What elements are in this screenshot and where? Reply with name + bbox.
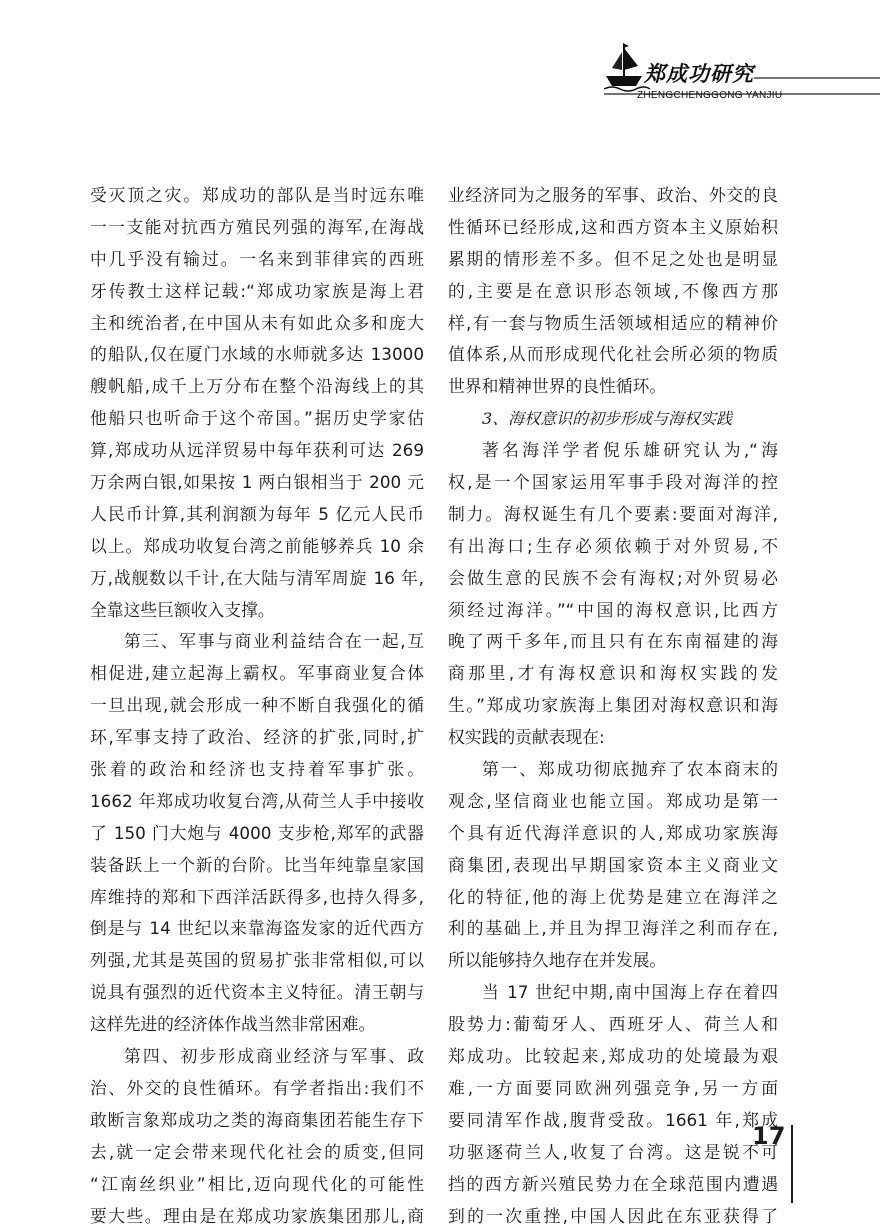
text-line: 艘帆船,成千上万分布在整个沿海线上的其 — [90, 371, 424, 403]
text-line: 主和统治者,在中国从未有如此众多和庞大 — [90, 308, 424, 340]
journal-subtitle: ZHENGCHENGGONG YANJIU — [637, 90, 782, 101]
text-line: 制力。海权诞生有几个要素:要面对海洋, — [448, 499, 778, 531]
text-line: 功驱逐荷兰人,收复了台湾。这是锐不可 — [448, 1137, 778, 1169]
text-line: 敢断言象郑成功之类的海商集团若能生存下 — [90, 1105, 424, 1137]
text-line: 商那里,才有海权意识和海权实践的发 — [448, 658, 778, 690]
text-line: 性循环已经形成,这和西方资本主义原始积 — [448, 212, 778, 244]
text-line: 治、外交的良性循环。有学者指出:我们不 — [90, 1073, 424, 1105]
text-line: 样,有一套与物质生活领域相适应的精神价 — [448, 308, 778, 340]
text-line: 须经过海洋。”“中国的海权意识,比西方 — [448, 595, 778, 627]
text-line: 倒是与 14 世纪以来靠海盗发家的近代西方 — [90, 913, 424, 945]
text-line: 人民币计算,其利润额为每年 5 亿元人民币 — [90, 499, 424, 531]
text-line: 第三、军事与商业利益结合在一起,互 — [90, 626, 424, 658]
text-line: 万,战舰数以千计,在大陆与清军周旋 16 年, — [90, 563, 424, 595]
text-line: 说具有强烈的近代资本主义特征。清王朝与 — [90, 977, 424, 1009]
text-line: 著名海洋学者倪乐雄研究认为,“海 — [448, 435, 778, 467]
text-line: 一旦出现,就会形成一种不断自我强化的循 — [90, 690, 424, 722]
text-line: 商集团,表现出早期国家资本主义商业文 — [448, 850, 778, 882]
text-line: 张着的政治和经济也支持着军事扩张。 — [90, 754, 424, 786]
text-line: 中几乎没有输过。一名来到菲律宾的西班 — [90, 244, 424, 276]
text-column-left — [90, 180, 424, 1232]
text-line: 这样先进的经济体作战当然非常困难。 — [90, 1009, 424, 1041]
text-line: 难,一方面要同欧洲列强竞争,另一方面 — [448, 1073, 778, 1105]
text-line: 万余两白银,如果按 1 两白银相当于 200 元 — [90, 467, 424, 499]
text-column-right — [448, 180, 778, 1232]
page-number-rule — [791, 1125, 793, 1203]
text-line: 去,就一定会带来现代化社会的质变,但同 — [90, 1137, 424, 1169]
text-line: 权,是一个国家运用军事手段对海洋的控 — [448, 467, 778, 499]
text-line: 权实践的贡献表现在: — [448, 722, 778, 754]
text-line: 他船只也听命于这个帝国。”据历史学家估 — [90, 403, 424, 435]
text-line: 3、海权意识的初步形成与海权实践 — [448, 403, 778, 435]
text-line: 郑成功。比较起来,郑成功的处境最为艰 — [448, 1041, 778, 1073]
text-line: 挡的西方新兴殖民势力在全球范围内遭遇 — [448, 1169, 778, 1201]
text-line: 值体系,从而形成现代化社会所必须的物质 — [448, 339, 778, 371]
text-line: 第一、郑成功彻底抛弃了农本商末的 — [448, 754, 778, 786]
text-line: 受灭顶之灾。郑成功的部队是当时远东唯 — [90, 180, 424, 212]
text-line: 有出海口;生存必须依赖于对外贸易,不 — [448, 531, 778, 563]
text-line: 算,郑成功从远洋贸易中每年获利可达 269 — [90, 435, 424, 467]
text-line: 观念,坚信商业也能立国。郑成功是第一 — [448, 786, 778, 818]
text-line: 环,军事支持了政治、经济的扩张,同时,扩 — [90, 722, 424, 754]
text-line: 要同清军作战,腹背受敌。1661 年,郑成 — [448, 1105, 778, 1137]
text-line: 第四、初步形成商业经济与军事、政 — [90, 1041, 424, 1073]
text-line: 牙传教士这样记载:“郑成功家族是海上君 — [90, 276, 424, 308]
text-line: 累期的情形差不多。但不足之处也是明显 — [448, 244, 778, 276]
text-line: 股势力:葡萄牙人、西班牙人、荷兰人和 — [448, 1009, 778, 1041]
running-header — [604, 40, 880, 110]
journal-title: 郑成功研究 — [644, 58, 754, 88]
text-line: 列强,尤其是英国的贸易扩张非常相似,可以 — [90, 945, 424, 977]
text-line: 要大些。理由是在郑成功家族集团那儿,商 — [90, 1201, 424, 1232]
text-line: 个具有近代海洋意识的人,郑成功家族海 — [448, 818, 778, 850]
text-line: 以上。郑成功收复台湾之前能够养兵 10 余 — [90, 531, 424, 563]
text-line: 装备跃上一个新的台阶。比当年纯靠皇家国 — [90, 850, 424, 882]
text-line: 会做生意的民族不会有海权;对外贸易必 — [448, 563, 778, 595]
text-line: 全靠这些巨额收入支撑。 — [90, 595, 424, 627]
text-line: 生。”郑成功家族海上集团对海权意识和海 — [448, 690, 778, 722]
text-line: 相促进,建立起海上霸权。军事商业复合体 — [90, 658, 424, 690]
text-line: 库维持的郑和下西洋活跃得多,也持久得多, — [90, 882, 424, 914]
text-line: 当 17 世纪中期,南中国海上存在着四 — [448, 977, 778, 1009]
text-line: 了 150 门大炮与 4000 支步枪,郑军的武器 — [90, 818, 424, 850]
text-line: 利的基础上,并且为捍卫海洋之利而存在, — [448, 913, 778, 945]
text-line: 所以能够持久地存在并发展。 — [448, 945, 778, 977]
text-line: 的,主要是在意识形态领域,不像西方那 — [448, 276, 778, 308]
text-line: 1662 年郑成功收复台湾,从荷兰人手中接收 — [90, 786, 424, 818]
page-number: 17 — [752, 1122, 785, 1150]
text-line: “江南丝织业”相比,迈向现代化的可能性 — [90, 1169, 424, 1201]
text-line: 世界和精神世界的良性循环。 — [448, 371, 778, 403]
text-line: 到的一次重挫,中国人因此在东亚获得了 — [448, 1201, 778, 1232]
text-line: 的船队,仅在厦门水域的水师就多达 13000 — [90, 339, 424, 371]
text-line: 化的特征,他的海上优势是建立在海洋之 — [448, 882, 778, 914]
text-line: 晚了两千多年,而且只有在东南福建的海 — [448, 626, 778, 658]
text-line: 业经济同为之服务的军事、政治、外交的良 — [448, 180, 778, 212]
text-line: 一一支能对抗西方殖民列强的海军,在海战 — [90, 212, 424, 244]
